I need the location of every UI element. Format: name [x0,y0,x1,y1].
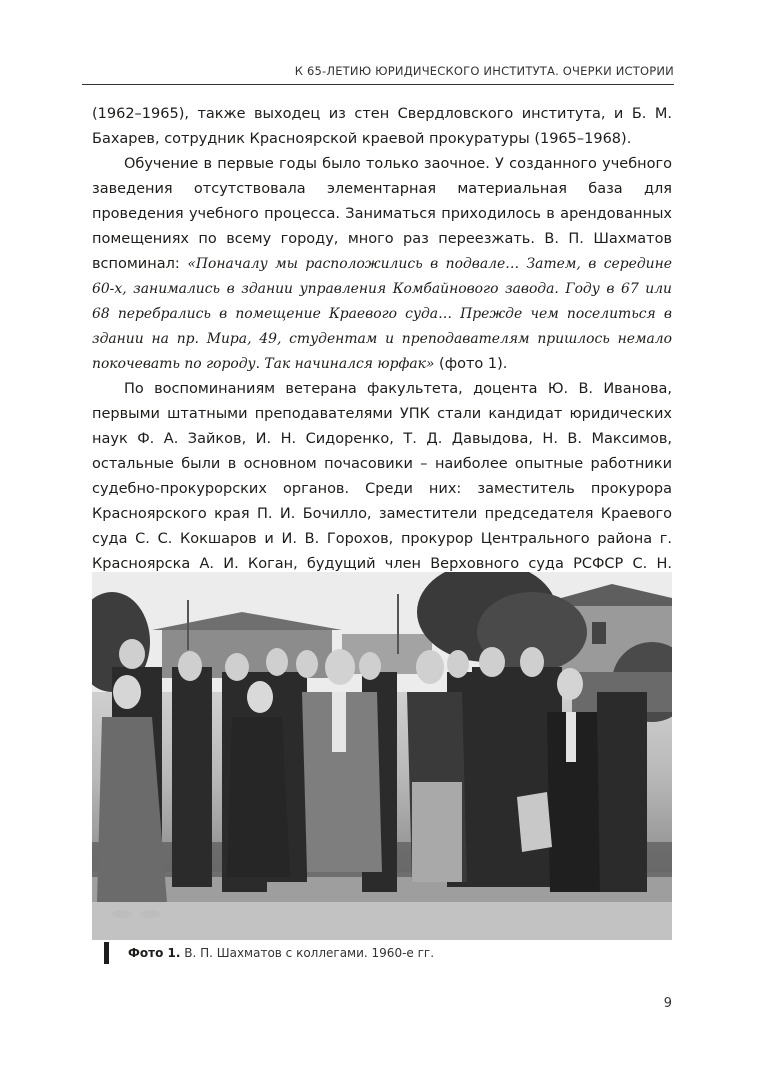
header-rule [82,84,674,85]
figure-caption [128,946,434,960]
shakhmatov-quote: «Поначалу мы расположились в подвале… Затем, в середине 60-х, занимались в здании управления Комбайнового завода. Году в 67 или 68 перебрались в помещение Краевого суда… Прежде чем поселиться в здании на пр. Мира, 49, студентам и преподавателям пришлось немало покочевать по городу. Так начинался юрфак» [92,256,672,372]
paragraph-2-intro: Обучение в первые годы было только заочное. У созданного учебного заведения отсутствовала элементарная материальная база для проведения учебного процесса. Заниматься приходилось в арендованных помещениях по всему городу, много раз переезжать. В. П. Шахматов вспоминал: [92,156,672,272]
running-header: К 65-ЛЕТИЮ ЮРИДИЧЕСКОГО ИНСТИТУТА. ОЧЕРКИ ИСТОРИИ [294,64,674,78]
group-photo [92,572,672,940]
photo-reference: (фото 1). [434,356,508,372]
caption-marker [104,942,109,964]
paragraph-2 [92,152,672,377]
figure-caption-text: В. П. Шахматов с коллегами. 1960-е гг. [180,946,435,960]
page-number: 9 [663,996,672,1011]
figure-label: Фото 1. [128,946,181,960]
paragraph-3: По воспоминаниям ветерана факультета, доцента Ю. В. Иванова, первыми штатными преподавателями УПК стали кандидат юридических наук Ф. А. Зайков, И. Н. Сидоренко, Т. Д. Давыдова, Н. В. Максимов, остальные были в основном почасовики – наиболее опытные работники судебно-прокурорских органов. Среди них: заместитель прокурора Красноярского края П. И. Бочилло, заместители председателя Краевого суда С. С. Кокшаров и И. В. Горохов, прокурор Центрального района г. Красноярска А. И. Коган, будущий член Верховного суда РСФСР С. Н. [92,381,672,572]
body-text [92,102,672,602]
paragraph-1: (1962–1965), также выходец из стен Свердловского института, и Б. М. Бахарев, сотрудник Красноярской краевой прокуратуры (1965–1968). [92,106,672,147]
